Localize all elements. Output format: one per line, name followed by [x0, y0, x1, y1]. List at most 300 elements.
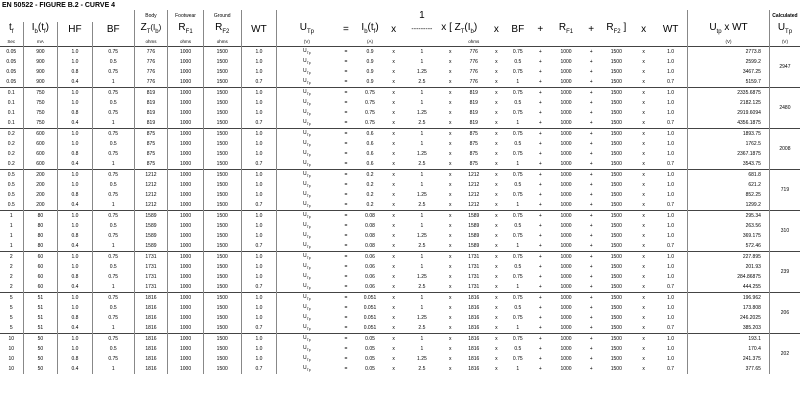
cell-ib: 60	[23, 262, 58, 272]
cell-rf2b: 1500	[610, 345, 622, 352]
cell-wt2: 1.0	[667, 355, 675, 362]
cell-rf1b: 1000	[560, 283, 572, 290]
x-operator: x	[488, 251, 504, 262]
x-operator: x	[392, 109, 395, 116]
plus-operator: +	[538, 263, 542, 270]
utp-symbol: $U_{Tp}$	[277, 77, 337, 88]
cell-wt: 1.0	[241, 221, 277, 231]
x-operator: x	[642, 263, 645, 270]
cell-wt2: 1.0	[654, 333, 688, 344]
cell-wt2: 1.0	[654, 169, 688, 180]
plus-operator: +	[589, 68, 593, 75]
cell-ia: 0.2	[366, 191, 374, 198]
unit-v-result: (V)	[688, 38, 770, 46]
cell-inv: 1	[420, 222, 424, 229]
cell-rf1: 1000	[168, 159, 204, 170]
cell-rf2b: 1500	[610, 355, 622, 362]
plus-operator: +	[538, 99, 542, 106]
cell-bf: 0.75	[92, 46, 134, 57]
cell-inv: 2.5	[418, 365, 426, 372]
cell-bf: 1	[92, 159, 134, 170]
cell-zt2: 875	[469, 140, 478, 147]
cell-inv: 1	[403, 46, 442, 57]
cell-res: 4356.1875	[688, 118, 770, 129]
utp-symbol: $U_{Tp}$	[277, 169, 337, 180]
cell-wt: 1.0	[241, 303, 277, 313]
cell-ib: 200	[23, 180, 58, 190]
cell-res: 263.56	[688, 221, 770, 231]
table-row	[0, 251, 800, 262]
cell-bf: 0.5	[92, 262, 134, 272]
cell-hf: 1.0	[58, 221, 93, 231]
x-operator: x	[392, 365, 395, 372]
page-title: EN 50522 - FIGURE B.2 - CURVE 4	[2, 2, 116, 9]
cell-rf1: 1000	[168, 251, 204, 262]
cell-zt: 1816	[134, 323, 168, 334]
cell-bf: 1	[92, 241, 134, 252]
cell-rf2: 1500	[203, 108, 241, 118]
cell-bf2: 0.75	[512, 314, 523, 321]
x-operator: x	[385, 87, 403, 98]
footwear-label: Footwear	[168, 10, 204, 22]
cell-res: 385.203	[688, 323, 770, 334]
cell-ia: 0.06	[365, 283, 375, 290]
cell-zt: 776	[134, 46, 168, 57]
utp-symbol: $U_{Tp}$	[277, 251, 337, 262]
cell-tf: 5	[9, 324, 13, 331]
x-operator: x	[642, 273, 645, 280]
cell-res: 1893.75	[688, 128, 770, 139]
cell-rf1b: 1000	[560, 58, 572, 65]
cell-zt: 819	[134, 108, 168, 118]
x-operator: x	[385, 46, 403, 57]
x-operator: x	[488, 128, 504, 139]
eq-operator: =	[337, 46, 356, 57]
cell-bf: 0.75	[92, 354, 134, 364]
cell-rf2: 1500	[203, 139, 241, 149]
x-operator: x	[642, 355, 645, 362]
cell-wt: 1.0	[241, 333, 277, 344]
cell-rf1b: 1000	[560, 345, 572, 352]
x-operator: x	[495, 140, 498, 147]
cell-ib: 50	[23, 333, 58, 344]
cell-rf2b: 1500	[610, 222, 622, 229]
eq-operator: =	[344, 222, 348, 229]
cell-rf2: 1500	[203, 231, 241, 241]
cell-hf: 0.4	[58, 200, 93, 211]
cell-ib: 80	[23, 231, 58, 241]
cell-ia: 0.051	[363, 314, 377, 321]
table-row	[0, 303, 800, 313]
cell-rf1b: 1000	[560, 181, 572, 188]
body-label: Body	[134, 10, 168, 22]
cell-rf1: 1000	[168, 77, 204, 88]
plus-operator: +	[538, 58, 542, 65]
cell-inv: 1.25	[417, 150, 427, 157]
cell-zt: 819	[134, 98, 168, 108]
cell-rf1b: 1000	[560, 242, 572, 249]
cell-rf1: 1000	[168, 118, 204, 129]
cell-zt2: 819	[469, 99, 478, 106]
cell-rf2: 1500	[203, 262, 241, 272]
cell-ib: 750	[23, 108, 58, 118]
table-row	[0, 221, 800, 231]
x-operator: x	[633, 128, 654, 139]
cell-rf1b: 1000	[560, 304, 572, 311]
formula-rf1: R	[558, 22, 567, 33]
cell-rf1b: 1000	[560, 78, 572, 85]
cell-rf1b: 1000	[560, 324, 572, 331]
cell-zt: 1589	[134, 221, 168, 231]
cell-wt2: 1.0	[654, 251, 688, 262]
cell-bf2: 1	[516, 78, 520, 85]
cell-inv: 1	[420, 345, 424, 352]
cell-rf2b: 1500	[610, 365, 622, 372]
cell-bf2: 1	[516, 201, 520, 208]
cell-zt2: 1816	[468, 365, 480, 372]
cell-rf1: 1000	[168, 303, 204, 313]
cell-zt2: 1212	[468, 191, 480, 198]
cell-rf1b: 1000	[549, 46, 583, 57]
formula-one: 1	[419, 10, 425, 21]
cell-hf: 1.0	[58, 292, 93, 303]
cell-bf2: 0.75	[504, 292, 531, 303]
x-operator: x	[495, 109, 498, 116]
cell-rf2: 1500	[203, 292, 241, 303]
x-operator: x	[495, 324, 498, 331]
x-operator: x	[441, 87, 459, 98]
x-operator: x	[495, 273, 498, 280]
cell-rf1b: 1000	[560, 119, 572, 126]
cell-rf1: 1000	[168, 221, 204, 231]
table-row	[0, 98, 800, 108]
table-row	[0, 108, 800, 118]
cell-wt: 1.0	[241, 313, 277, 323]
cell-rf2b: 1500	[610, 150, 622, 157]
plus-operator: +	[589, 273, 593, 280]
cell-rf1b: 1000	[549, 128, 583, 139]
x-operator: x	[642, 222, 645, 229]
x-operator: x	[441, 210, 459, 221]
cell-bf2: 0.75	[504, 128, 531, 139]
utp-symbol: $U_{Tp}$	[277, 221, 337, 231]
utp-symbol: $U_{Tp}$	[277, 139, 337, 149]
x-operator: x	[495, 68, 498, 75]
cell-zt: 1816	[134, 364, 168, 374]
cell-inv: 1	[420, 181, 424, 188]
x-operator: x	[392, 150, 395, 157]
table-body	[0, 46, 800, 374]
x-operator: x	[448, 355, 452, 362]
cell-tf: 0.05	[6, 58, 17, 65]
cell-zt: 1589	[134, 210, 168, 221]
cell-wt2: 1.0	[667, 140, 675, 147]
cell-wt: 1.0	[241, 272, 277, 282]
table-row	[0, 231, 800, 241]
cell-wt: 1.0	[241, 262, 277, 272]
cell-zt2: 1816	[468, 304, 480, 311]
zt-header: Z	[140, 22, 147, 33]
x-operator: x	[633, 292, 654, 303]
cell-ia: 0.06	[365, 273, 375, 280]
cell-rf2b: 1500	[600, 210, 634, 221]
calculated-utp-value: 206	[769, 292, 800, 333]
cell-wt: 1.0	[241, 128, 277, 139]
cell-wt: 1.0	[241, 149, 277, 159]
cell-rf2b: 1500	[610, 109, 622, 116]
table-row	[0, 169, 800, 180]
x-operator: x	[448, 232, 452, 239]
unit-ma: mA	[23, 38, 58, 46]
cell-rf1b: 1000	[549, 210, 583, 221]
utp-symbol: $U_{Tp}$	[277, 149, 337, 159]
utp-symbol: $U_{Tp}$	[277, 241, 337, 252]
cell-rf2b: 1500	[610, 242, 622, 249]
utp-symbol: $U_{Tp}$	[277, 108, 337, 118]
plus-operator: +	[589, 150, 593, 157]
cell-inv: 1	[420, 99, 424, 106]
cell-bf: 0.75	[92, 251, 134, 262]
cell-rf2b: 1500	[600, 333, 634, 344]
cell-bf2: 1	[516, 283, 520, 290]
x-operator: x	[495, 242, 498, 249]
cell-zt2: 1589	[468, 242, 480, 249]
cell-zt: 819	[134, 87, 168, 98]
cell-hf: 0.4	[58, 241, 93, 252]
x-operator: x	[441, 251, 459, 262]
x-operator: x	[642, 68, 645, 75]
table-row	[0, 149, 800, 159]
cell-ib: 900	[23, 67, 58, 77]
x-operator: x	[642, 78, 645, 85]
x-operator: x	[392, 58, 395, 65]
x-operator: x	[448, 109, 452, 116]
cell-rf2b: 1500	[610, 68, 622, 75]
x-operator: x	[495, 78, 498, 85]
cell-bf2: 0.75	[512, 273, 523, 280]
cell-rf2b: 1500	[610, 304, 622, 311]
cell-bf: 0.5	[92, 139, 134, 149]
cell-rf2b: 1500	[600, 169, 634, 180]
utp-header: U	[299, 22, 307, 33]
cell-ia: 0.6	[366, 150, 374, 157]
cell-inv: 2.5	[418, 119, 426, 126]
cell-rf1: 1000	[168, 180, 204, 190]
x-operator: x	[448, 324, 452, 331]
cell-bf2: 0.75	[512, 191, 523, 198]
cell-rf1: 1000	[168, 354, 204, 364]
x-operator: x	[448, 242, 452, 249]
cell-bf2: 0.5	[514, 345, 522, 352]
cell-bf: 0.5	[92, 180, 134, 190]
cell-wt2: 1.0	[654, 87, 688, 98]
cell-zt: 1731	[134, 251, 168, 262]
eq-operator: =	[344, 99, 348, 106]
cell-rf2b: 1500	[610, 273, 622, 280]
cell-rf1: 1000	[168, 292, 204, 303]
x-operator: x	[642, 324, 645, 331]
x-operator: x	[488, 87, 504, 98]
plus-operator: +	[589, 314, 593, 321]
cell-ib: 60	[23, 282, 58, 293]
x-operator: x	[633, 210, 654, 221]
cell-inv: 2.5	[418, 160, 426, 167]
cell-wt2: 1.0	[654, 128, 688, 139]
x-operator: x	[392, 273, 395, 280]
cell-zt2: 776	[469, 58, 478, 65]
cell-inv: 2.5	[418, 201, 426, 208]
cell-ia: 0.6	[366, 140, 374, 147]
cell-wt: 1.0	[241, 190, 277, 200]
plus-operator: +	[583, 292, 600, 303]
utp-symbol: $U_{Tp}$	[277, 67, 337, 77]
cell-wt: 0.7	[241, 241, 277, 252]
cell-rf1: 1000	[168, 282, 204, 293]
cell-bf: 0.5	[92, 221, 134, 231]
cell-ib: 900	[23, 46, 58, 57]
cell-bf: 0.75	[92, 272, 134, 282]
x-operator: x	[448, 222, 452, 229]
cell-inv: 1.25	[417, 191, 427, 198]
cell-res: 1299.2	[688, 200, 770, 211]
table-row	[0, 210, 800, 221]
cell-wt2: 1.0	[654, 46, 688, 57]
utp-symbol: $U_{Tp}$	[277, 323, 337, 334]
cell-res: 5159.7	[688, 77, 770, 88]
cell-tf: 0.2	[7, 140, 15, 147]
utp-symbol: $U_{Tp}$	[277, 200, 337, 211]
x-operator: x	[642, 140, 645, 147]
x-operator: x	[385, 251, 403, 262]
table-row	[0, 272, 800, 282]
cell-inv: 1.25	[417, 273, 427, 280]
cell-res: 201.93	[688, 262, 770, 272]
cell-rf1: 1000	[168, 231, 204, 241]
table-row	[0, 190, 800, 200]
table-row	[0, 118, 800, 129]
plus-operator: +	[538, 150, 542, 157]
unit-ohms-body: ohms	[134, 38, 168, 46]
cell-ib: 600	[23, 128, 58, 139]
cell-ia: 0.05	[365, 355, 375, 362]
x-operator: x	[392, 232, 395, 239]
plus-operator: +	[589, 263, 593, 270]
x-operator: x	[642, 201, 645, 208]
utp-symbol: $U_{Tp}$	[277, 292, 337, 303]
cell-ib: 50	[23, 364, 58, 374]
plus-operator: +	[538, 78, 542, 85]
cell-ia: 0.051	[355, 292, 384, 303]
cell-wt2: 0.7	[667, 283, 675, 290]
cell-rf2: 1500	[203, 210, 241, 221]
x-operator: x	[448, 201, 452, 208]
x-operator: x	[495, 191, 498, 198]
cell-ia: 0.06	[355, 251, 384, 262]
cell-rf1b: 1000	[560, 99, 572, 106]
header-row-units	[0, 38, 800, 46]
cell-wt2: 0.7	[667, 201, 675, 208]
cell-hf: 1.0	[58, 98, 93, 108]
cell-rf2b: 1500	[600, 251, 634, 262]
cell-bf: 0.75	[92, 210, 134, 221]
eq-operator: =	[337, 128, 356, 139]
cell-bf2: 1	[516, 119, 520, 126]
table-row	[0, 57, 800, 67]
cell-zt2: 1589	[459, 210, 488, 221]
ib-header: I	[31, 22, 35, 33]
cell-rf2b: 1500	[610, 160, 622, 167]
calculated-utp-value: 719	[769, 169, 800, 210]
cell-tf: 1	[9, 222, 13, 229]
cell-rf1b: 1000	[560, 222, 572, 229]
cell-rf2b: 1500	[610, 191, 622, 198]
plus-operator: +	[538, 273, 542, 280]
plus-operator: +	[538, 191, 542, 198]
cell-zt: 1212	[134, 190, 168, 200]
utp-symbol: $U_{Tp}$	[277, 313, 337, 323]
cell-hf: 1.0	[58, 262, 93, 272]
cell-ia: 0.9	[366, 78, 374, 85]
x-operator: x	[448, 119, 452, 126]
cell-zt2: 875	[459, 128, 488, 139]
cell-ib: 600	[23, 159, 58, 170]
calculated-utp-value: 239	[769, 251, 800, 292]
cell-inv: 1	[403, 87, 442, 98]
cell-ib: 750	[23, 98, 58, 108]
plus-operator: +	[589, 78, 593, 85]
cell-wt2: 1.0	[667, 191, 675, 198]
eq-operator: =	[344, 78, 348, 85]
x-operator: x	[642, 58, 645, 65]
cell-hf: 0.4	[58, 364, 93, 374]
cell-inv: 1	[420, 304, 424, 311]
cell-zt: 776	[134, 77, 168, 88]
eq-operator: =	[344, 314, 348, 321]
plus-operator: +	[589, 201, 593, 208]
cell-zt: 1212	[134, 180, 168, 190]
cell-bf: 1	[92, 282, 134, 293]
x-operator: x	[392, 78, 395, 85]
utp-symbol: $U_{Tp}$	[277, 118, 337, 129]
cell-wt: 1.0	[241, 210, 277, 221]
cell-inv: 1	[403, 128, 442, 139]
utp-symbol: $U_{Tp}$	[277, 354, 337, 364]
x-operator: x	[448, 263, 452, 270]
cell-rf1: 1000	[168, 313, 204, 323]
cell-bf2: 1	[516, 365, 520, 372]
cell-rf2b: 1500	[610, 201, 622, 208]
table-row	[0, 46, 800, 57]
formula-dashes: ---------	[411, 26, 433, 33]
cell-hf: 1.0	[58, 46, 93, 57]
cell-rf1b: 1000	[560, 150, 572, 157]
cell-rf1b: 1000	[549, 169, 583, 180]
cell-bf2: 0.75	[512, 109, 523, 116]
cell-tf: 0.2	[0, 128, 23, 139]
x-operator: x	[441, 169, 459, 180]
plus-operator: +	[583, 333, 600, 344]
cell-bf2: 0.75	[512, 68, 523, 75]
plus-operator: +	[538, 232, 542, 239]
cell-rf1: 1000	[168, 108, 204, 118]
cell-tf: 0.5	[7, 181, 15, 188]
cell-rf2: 1500	[203, 77, 241, 88]
eq-operator: =	[344, 263, 348, 270]
cell-zt: 1816	[134, 333, 168, 344]
formula-rf2: R	[606, 22, 614, 33]
cell-res: 369.175	[688, 231, 770, 241]
cell-bf2: 0.75	[504, 333, 531, 344]
